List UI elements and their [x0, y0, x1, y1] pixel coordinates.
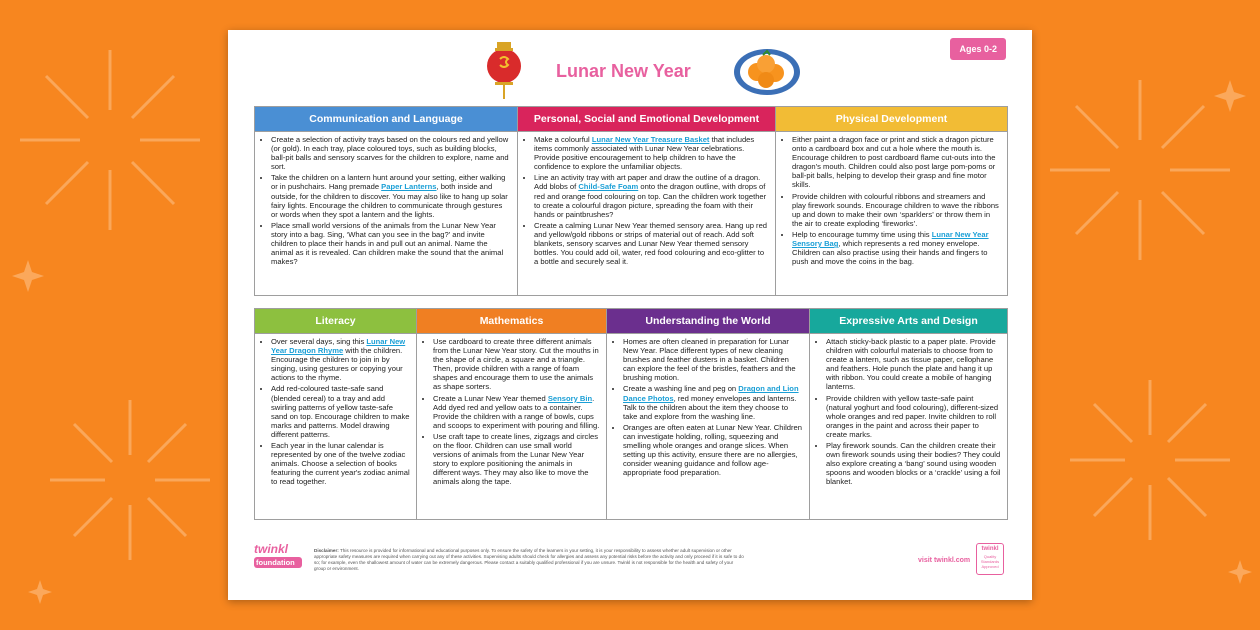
- area-heading: Expressive Arts and Design: [810, 309, 1007, 334]
- areas-row-2: [254, 308, 1008, 520]
- activity-item: • Help to encourage tummy time using this Lunar New Year Sensory Bag, which represents a red money envelope. Children can also practise using their hands and fingers to push and move the coins in the bag.: [792, 230, 1001, 266]
- activity-item: • Create a Lunar New Year themed Sensory Bin. Add dyed red and yellow oats to a container. Provide the children with a range of bowls, cups and scoops to experiment with pouring and filling.: [433, 394, 600, 430]
- area-heading: Mathematics: [417, 309, 606, 334]
- orange-bowl-icon: [733, 44, 801, 96]
- resource-link[interactable]: Lunar New Year Sensory Bag: [792, 229, 989, 249]
- area-mathematics: [417, 308, 607, 520]
- resource-link[interactable]: Lunar New Year Treasure Basket: [591, 135, 710, 144]
- area-heading: Communication and Language: [255, 107, 517, 132]
- lantern-icon: [486, 42, 522, 100]
- footer: [254, 540, 1008, 586]
- area-heading: Literacy: [255, 309, 416, 334]
- activity-item: • Make a colourful Lunar New Year Treasure Basket that includes items commonly associated with Lunar New Year celebrations. Provide positive encouragement to help children to have the confidence to explore the unfamiliar objects.: [534, 135, 769, 171]
- planning-sheet: [228, 30, 1032, 600]
- area-physical: [776, 106, 1008, 296]
- activity-item: • Homes are often cleaned in preparation for Lunar New Year. Place different types of new cleaning brushes and feather dusters in a basket. Children can explore the feel of the bristles, feathers and the brushing motion.: [623, 337, 803, 382]
- activity-item: • Either paint a dragon face or print and stick a dragon picture onto a cardboard box and cut a hole where the mouth is. Encourage children to post cardboard flame cut-outs into the dragon's mouth. Children could also post large pom-poms or ball-pit balls, helping to develop their grasp and fine motor skills.: [792, 135, 1001, 190]
- activity-item: • Provide children with colourful ribbons and streamers and play firework sounds. Encourage children to wave the ribbons up and down to make their own ‘sparklers’ or throw them in the air to create exploding ‘fireworks’.: [792, 192, 1001, 228]
- twinkl-foundation-logo: twinkl foundation: [254, 542, 302, 578]
- areas-row-1: [254, 106, 1008, 296]
- activity-item: • Add red-coloured taste-safe sand (blended cereal) to a tray and add swirling patterns of yellow taste-safe sand on top. Encourage children to make marks and patterns. Model drawing different patterns.: [271, 384, 410, 439]
- resource-link[interactable]: Child-Safe Foam: [578, 182, 639, 192]
- activity-item: • Use craft tape to create lines, zigzags and circles on the floor. Children can use small world versions of animals from the Lunar New Year story to explore positioning the animals in different ways. They may also like to move the animals along the tape.: [433, 432, 600, 487]
- area-understanding-world: [607, 308, 810, 520]
- visit-link[interactable]: visit twinkl.com: [918, 557, 971, 564]
- area-heading: Understanding the World: [607, 309, 809, 334]
- disclaimer: Disclaimer: This resource is provided for informational and educational purposes only. To ensure the safety of the learners in your setting, it is your responsibility to assess whether adult supervision or other appropriate safety measures are required when carrying out any of these activities. Supervising adults should check for allergies and assess any potential risks before the activity and only proceed if it is safe to do so; for example, even the shallowest amount of water can be extremely dangerous. Please contact a suitably qualified professional if you are unsure. Twinkl is not responsible for the health and safety of your group or environment.: [314, 548, 744, 571]
- area-expressive-arts: [810, 308, 1008, 520]
- activity-item: • Each year in the lunar calendar is represented by one of the twelve zodiac animals. Choose a selection of books featuring the current year's zodiac animal to read together.: [271, 441, 410, 486]
- area-heading: Personal, Social and Emotional Development: [518, 107, 775, 132]
- activity-item: • Attach sticky-back plastic to a paper plate. Provide children with colourful materials to choose from to create a lantern, such as tissue paper, cellophane and feathers. Hole punch the plate and hang it up with ribbon. You could create a mobile of hanging lanterns.: [826, 337, 1001, 392]
- activity-item: • Create a washing line and peg on Dragon and Lion Dance Photos, red money envelopes and lanterns. Talk to the children about the item they choose to take and explore from the washing line.: [623, 384, 803, 420]
- activity-item: • Provide children with yellow taste-safe paint (natural yoghurt and food colouring), different-sized whole oranges and red paper. Invite children to roll oranges in the paint and across their paper to create marks.: [826, 394, 1001, 439]
- activity-item: • Create a calming Lunar New Year themed sensory area. Hang up red and yellow/gold ribbons or strips of material out of reach. Add soft blankets, sensory scarves and Lunar New Year themed sensory bottles. You could add oil, water, red food colouring and eco-glitter to a bottle and securely seal it.: [534, 221, 769, 266]
- activity-item: • Use cardboard to create three different animals from the Lunar New Year story. Cut the mouths in the shape of a circle, a square and a triangle. Then, provide children with a range of foam shapes and encourage them to use the animals as shape sorters.: [433, 337, 600, 392]
- resource-link[interactable]: Paper Lanterns: [381, 182, 437, 192]
- area-heading: Physical Development: [776, 107, 1007, 132]
- resource-link[interactable]: Sensory Bin: [547, 393, 593, 403]
- page-title: Lunar New Year: [556, 61, 691, 81]
- area-psed: [518, 106, 776, 296]
- activity-item: • Play firework sounds. Can the children create their own firework sounds using their bodies? They could also explore creating a ‘bang’ sound using wooden spoons and wooden blocks or a ‘crackle’ using a foil blanket.: [826, 441, 1001, 486]
- activity-item: • Create a selection of activity trays based on the colours red and yellow (or gold). In each tray, place coloured toys, such as building blocks, ball-pit balls and sensory scarves for the children to explore, name and sort.: [271, 135, 511, 171]
- resource-link[interactable]: Dragon and Lion Dance Photos: [623, 384, 799, 403]
- activity-item: • Place small world versions of the animals from the Lunar New Year story into a bag. Sing, ‘What can you see in the bag?’ and invite children to place their hands in and pull out an animal. Name the animal as it is revealed. Can children make the sound that the animal makes?: [271, 221, 511, 266]
- activity-item: • Take the children on a lantern hunt around your setting, either walking or in pushchairs. Hang premade Paper Lanterns, both inside and outside, for the children to discover. You may also like to hang up solar fairy lights. Encourage the children to communicate through gestures or words when they spot a lantern and the lights.: [271, 173, 511, 218]
- activity-item: • Line an activity tray with art paper and draw the outline of a dragon. Add blobs of Child-Safe Foam onto the dragon outline, with drops of red and orange food colouring on top. Can the children work together to create a colourful dragon picture, spreading the foam with their hands or paintbrushes?: [534, 173, 769, 218]
- activity-item: • Over several days, sing this Lunar New Year Dragon Rhyme with the children. Encourage the children to join in by singing, using gestures or copying your actions to the rhyme.: [271, 337, 410, 382]
- area-communication: [254, 106, 518, 296]
- area-literacy: [254, 308, 417, 520]
- age-badge: Ages 0-2: [950, 38, 1006, 60]
- activity-item: • Oranges are often eaten at Lunar New Year. Children can investigate holding, rolling, squeezing and smelling whole oranges and orange slices. When setting up this activity, ensure there are no allergies, consider weaning guidance and follow age-appropriate food preparation.: [623, 423, 803, 478]
- quality-badge: twinkl Quality Standards Approved: [976, 543, 1004, 575]
- resource-link[interactable]: Lunar New Year Dragon Rhyme: [271, 337, 406, 356]
